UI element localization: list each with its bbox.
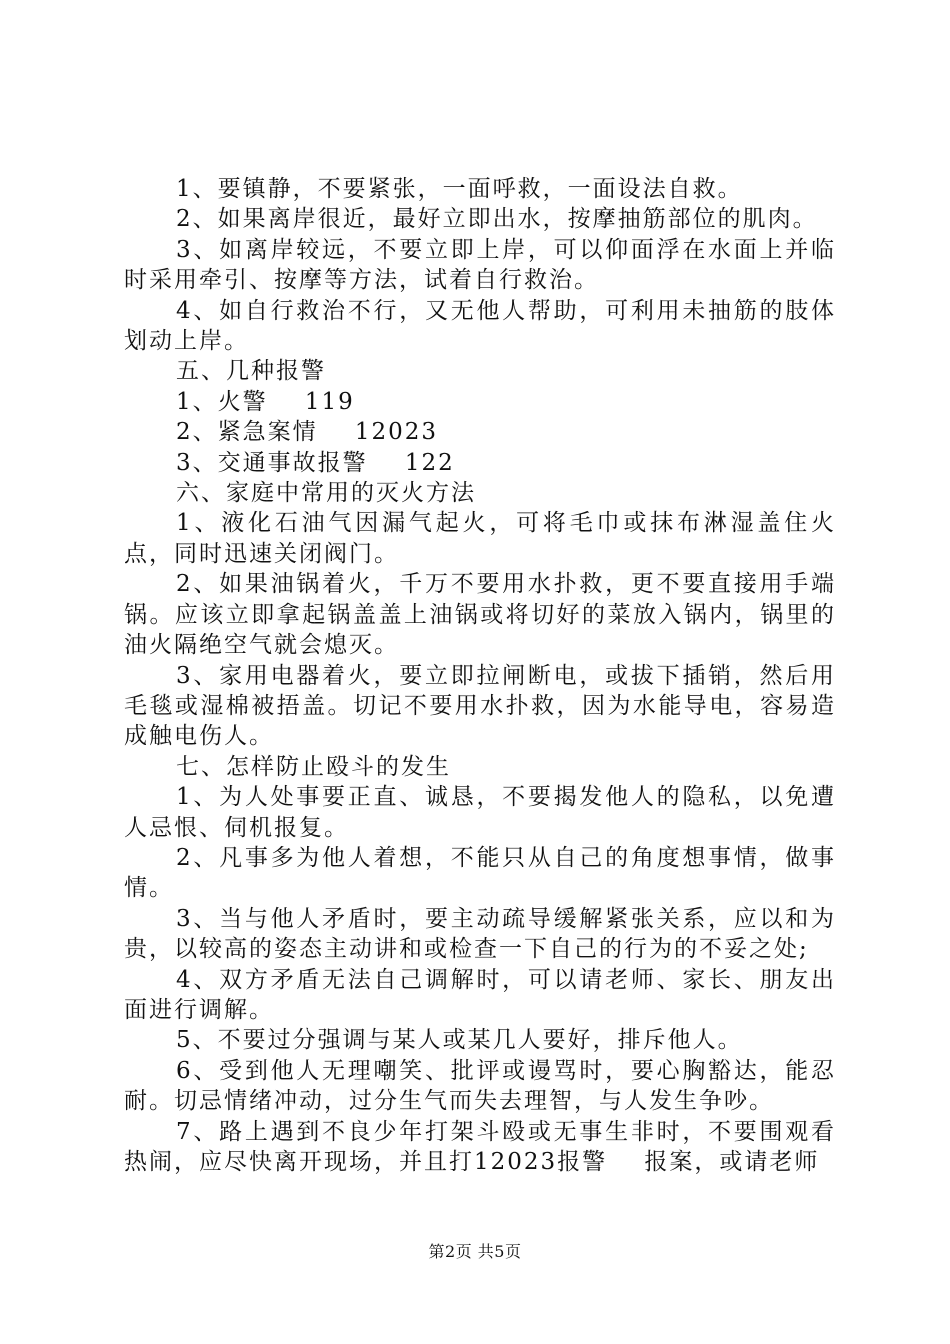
- section-heading-fire-methods: 六、家庭中常用的灭火方法: [176, 480, 476, 507]
- paragraph-fight-4: 4、双方矛盾无法自己调解时，可以请老师、家长、朋友出面进行调解。: [124, 966, 836, 1023]
- alarm-emergency: 2、紧急案情 12023: [176, 419, 439, 446]
- section-heading-alarms: 五、几种报警: [176, 358, 326, 385]
- section-heading-prevent-fights: 七、怎样防止殴斗的发生: [176, 753, 451, 780]
- paragraph-fire-3: 3、家用电器着火，要立即拉闸断电，或拔下插销，然后用毛毯或湿棉被捂盖。切记不要用水扑救，因为水能导电，容易造成触电伤人。: [124, 662, 836, 750]
- paragraph-fight-5: 5、不要过分强调与某人或某几人要好，排斥他人。: [176, 1027, 743, 1054]
- document-body: [124, 174, 836, 1177]
- paragraph-fight-6: 6、受到他人无理嘲笑、批评或谩骂时，要心胸豁达，能忍耐。切忌情绪冲动，过分生气而失去理智，与人发生争吵。: [124, 1057, 836, 1115]
- paragraph-fight-3: 3、当与他人矛盾时，要主动疏导缓解紧张关系，应以和为贵，以较高的姿态主动讲和或检查一下自己的行为的不妥之处;: [124, 905, 836, 963]
- paragraph-rescue-4: 4、如自行救治不行，又无他人帮助，可利用未抽筋的肢体划动上岸。: [124, 297, 836, 355]
- alarm-fire: 1、火警 119: [176, 388, 355, 415]
- paragraph-rescue-1: 1、要镇静，不要紧张，一面呼救，一面设法自救。: [176, 176, 743, 202]
- paragraph-rescue-2: 2、如果离岸很近，最好立即出水，按摩抽筋部位的肌肉。: [176, 206, 818, 233]
- paragraph-fight-1: 1、为人处事要正直、诚恳，不要揭发他人的隐私，以免遭人忌恨、伺机报复。: [124, 784, 836, 841]
- paragraph-rescue-3: 3、如离岸较远，不要立即上岸，可以仰面浮在水面上并临时采用牵引、按摩等方法，试着自行救治。: [124, 236, 836, 294]
- paragraph-fire-1: 1、液化石油气因漏气起火，可将毛巾或抹布淋湿盖住火点，同时迅速关闭阀门。: [124, 510, 836, 567]
- paragraph-fire-2: 2、如果油锅着火，千万不要用水扑救，更不要直接用手端锅。应该立即拿起锅盖盖上油锅或将切好的菜放入锅内，锅里的油火隔绝空气就会熄灭。: [124, 571, 836, 659]
- page-number-footer: 第2页 共5页: [428, 1242, 522, 1261]
- paragraph-fight-7: 7、路上遇到不良少年打架斗殴或无事生非时，不要围观看热闹，应尽快离开现场，并且打12023报警 报案，或请老师: [124, 1118, 836, 1175]
- paragraph-fight-2: 2、凡事多为他人着想，不能只从自己的角度想事情，做事情。: [124, 844, 836, 902]
- alarm-traffic: 3、交通事故报警 122: [176, 449, 455, 476]
